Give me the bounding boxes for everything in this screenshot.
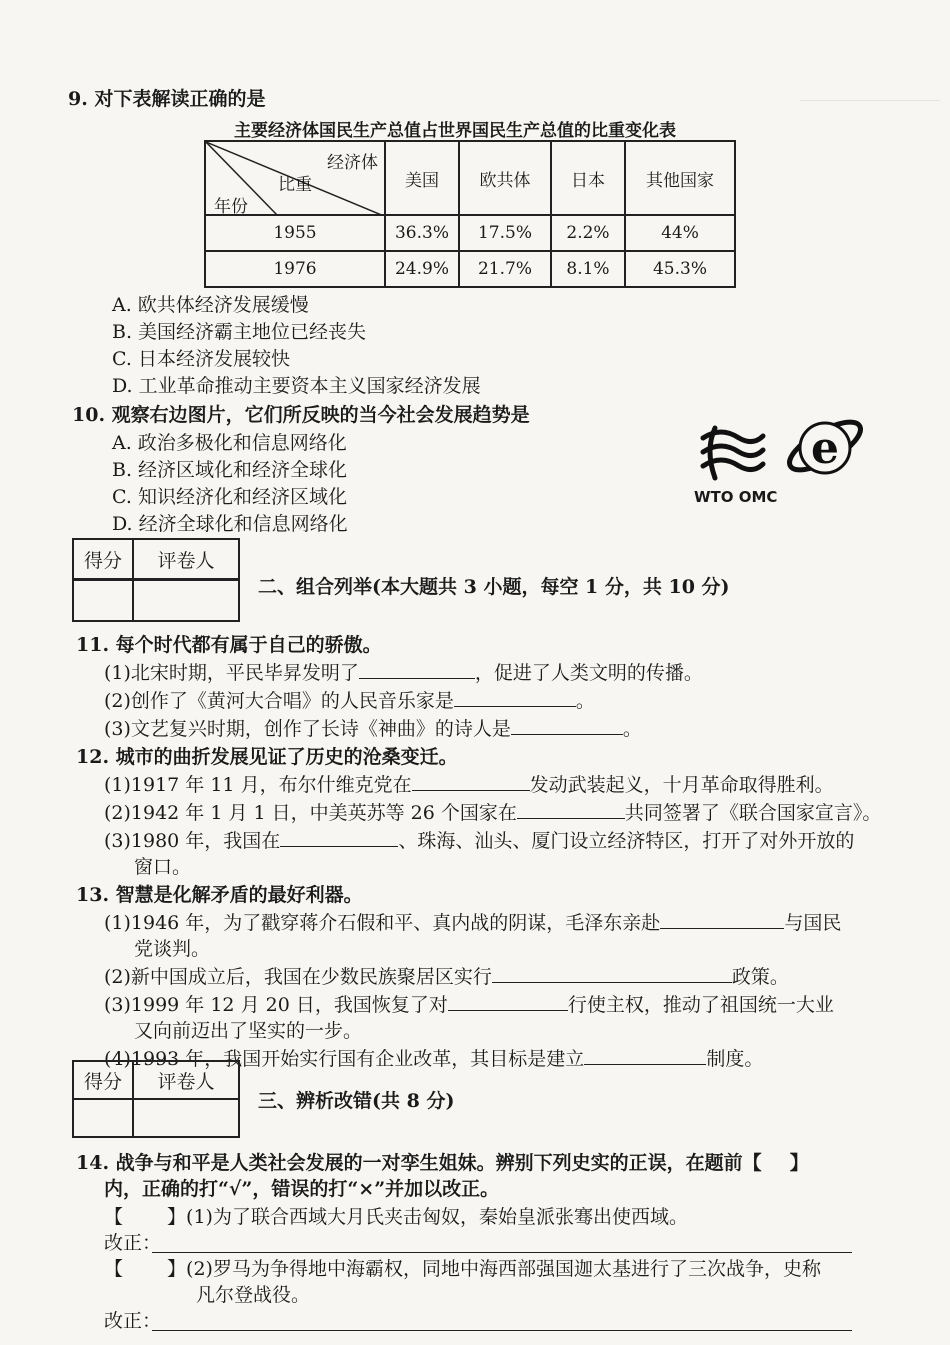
q14-item-2: 【 】(2)罗马为争得地中海霸权，同地中海西部强国迦太基进行了三次战争，史称 xyxy=(104,1258,821,1280)
cell: 24.9% xyxy=(385,251,459,287)
wto-omc-caption: WTO OMC xyxy=(694,488,778,506)
correction-label: 改正： xyxy=(104,1232,162,1254)
q13-item-3: (3)1999 年 12 月 20 日，我国恢复了对 行使主权，推动了祖国统一大业 xyxy=(104,994,834,1016)
diag-label-year: 年份 xyxy=(214,197,248,217)
q10-option-c: C. 知识经济化和经济区域化 xyxy=(112,486,347,508)
correction-line[interactable] xyxy=(152,1252,852,1253)
answer-blank[interactable] xyxy=(359,660,475,679)
table-diagonal-header xyxy=(205,141,385,215)
score-box-section-3 xyxy=(72,1060,240,1138)
grader-field[interactable] xyxy=(133,1099,239,1137)
col-header: 日本 xyxy=(551,141,625,215)
q9-stem: 9. 对下表解读正确的是 xyxy=(68,88,266,110)
q9-option-d: D. 工业革命推动主要资本主义国家经济发展 xyxy=(112,375,481,397)
section-3-title: 三、辨析改错(共 8 分) xyxy=(258,1090,455,1112)
q9-option-a: A. 欧共体经济发展缓慢 xyxy=(112,294,309,316)
cell: 8.1% xyxy=(551,251,625,287)
correction-label: 改正： xyxy=(104,1310,162,1332)
col-header: 美国 xyxy=(385,141,459,215)
svg-text:e: e xyxy=(811,423,839,474)
answer-blank[interactable] xyxy=(280,828,398,847)
diag-label-share: 比重 xyxy=(278,175,312,195)
row-year: 1955 xyxy=(205,215,385,251)
table-row xyxy=(205,215,735,251)
answer-blank[interactable] xyxy=(511,716,623,735)
q14-item-2-cont: 凡尔登战役。 xyxy=(196,1284,311,1306)
cell: 21.7% xyxy=(459,251,551,287)
q13-item-2: (2)新中国成立后，我国在少数民族聚居区实行 政策。 xyxy=(104,966,789,988)
section-2-title: 二、组合列举(本大题共 3 小题，每空 1 分，共 10 分) xyxy=(258,576,730,598)
score-field[interactable] xyxy=(73,1099,133,1137)
diag-label-economy: 经济体 xyxy=(327,153,378,173)
q9-option-b: B. 美国经济霸主地位已经丧失 xyxy=(112,321,367,343)
score-label: 得分 xyxy=(73,539,133,579)
score-field[interactable] xyxy=(73,579,133,621)
answer-blank[interactable] xyxy=(454,688,576,707)
internet-explorer-icon xyxy=(783,408,867,484)
q14-stem-line-2: 内，正确的打“√”，错误的打“×”并加以改正。 xyxy=(104,1178,500,1200)
q12-stem: 12. 城市的曲折发展见证了历史的沧桑变迁。 xyxy=(76,746,458,768)
cell: 44% xyxy=(625,215,735,251)
answer-blank[interactable] xyxy=(584,1046,706,1065)
q12-item-2: (2)1942 年 1 月 1 日，中美英苏等 26 个国家在 共同签署了《联合国家宣言》。 xyxy=(104,802,882,824)
col-header: 其他国家 xyxy=(625,141,735,215)
q13-stem: 13. 智慧是化解矛盾的最好利器。 xyxy=(76,884,363,906)
grader-field[interactable] xyxy=(133,579,239,621)
cell: 45.3% xyxy=(625,251,735,287)
q14-item-1: 【 】(1)为了联合西域大月氏夹击匈奴，秦始皇派张骞出使西域。 xyxy=(104,1206,688,1228)
grader-label: 评卷人 xyxy=(133,539,239,579)
answer-blank[interactable] xyxy=(412,772,530,791)
correction-line[interactable] xyxy=(152,1330,852,1331)
q13-item-4: (4)1993 年，我国开始实行国有企业改革，其目标是建立 制度。 xyxy=(104,1048,764,1070)
grader-label: 评卷人 xyxy=(133,1061,239,1099)
q9-table-title: 主要经济体国民生产总值占世界国民生产总值的比重变化表 xyxy=(234,121,676,141)
bleed-through-text xyxy=(800,100,940,161)
q10-option-a: A. 政治多极化和信息网络化 xyxy=(112,432,347,454)
col-header: 欧共体 xyxy=(459,141,551,215)
table-row xyxy=(205,251,735,287)
q13-item-1: (1)1946 年，为了戳穿蒋介石假和平、真内战的阴谋，毛泽东亲赴 与国民 xyxy=(104,912,842,934)
q12-item-3: (3)1980 年，我国在 、珠海、汕头、厦门设立经济特区，打开了对外开放的 xyxy=(104,830,855,852)
cell: 36.3% xyxy=(385,215,459,251)
q9-data-table xyxy=(204,140,736,288)
score-label: 得分 xyxy=(73,1061,133,1099)
q13-item-1-cont: 党谈判。 xyxy=(134,938,211,960)
q10-stem: 10. 观察右边图片，它们所反映的当今社会发展趋势是 xyxy=(72,404,530,426)
q13-item-3-cont: 又向前迈出了坚实的一步。 xyxy=(134,1020,363,1042)
cell: 17.5% xyxy=(459,215,551,251)
q12-item-1: (1)1917 年 11 月，布尔什维克党在 发动武装起义，十月革命取得胜利。 xyxy=(104,774,834,796)
score-box-divider xyxy=(72,579,238,581)
answer-blank[interactable] xyxy=(492,964,732,983)
q9-option-c: C. 日本经济发展较快 xyxy=(112,348,290,370)
q12-item-3-cont: 窗口。 xyxy=(134,856,192,878)
q10-option-b: B. 经济区域化和经济全球化 xyxy=(112,459,348,481)
q11-item-1: (1)北宋时期，平民毕昇发明了 ，促进了人类文明的传播。 xyxy=(104,662,703,684)
answer-blank[interactable] xyxy=(448,992,568,1011)
answer-blank[interactable] xyxy=(517,800,625,819)
cell: 2.2% xyxy=(551,215,625,251)
wto-logo-icon xyxy=(693,420,773,488)
answer-blank[interactable] xyxy=(660,910,784,929)
q14-stem-line-1: 14. 战争与和平是人类社会发展的一对孪生姐妹。辨别下列史实的正误，在题前【 】 xyxy=(76,1152,809,1174)
q11-stem: 11. 每个时代都有属于自己的骄傲。 xyxy=(76,634,382,656)
row-year: 1976 xyxy=(205,251,385,287)
q11-item-3: (3)文艺复兴时期，创作了长诗《神曲》的诗人是 。 xyxy=(104,718,642,740)
q10-option-d: D. 经济全球化和信息网络化 xyxy=(112,513,348,535)
q11-item-2: (2)创作了《黄河大合唱》的人民音乐家是 。 xyxy=(104,690,595,712)
